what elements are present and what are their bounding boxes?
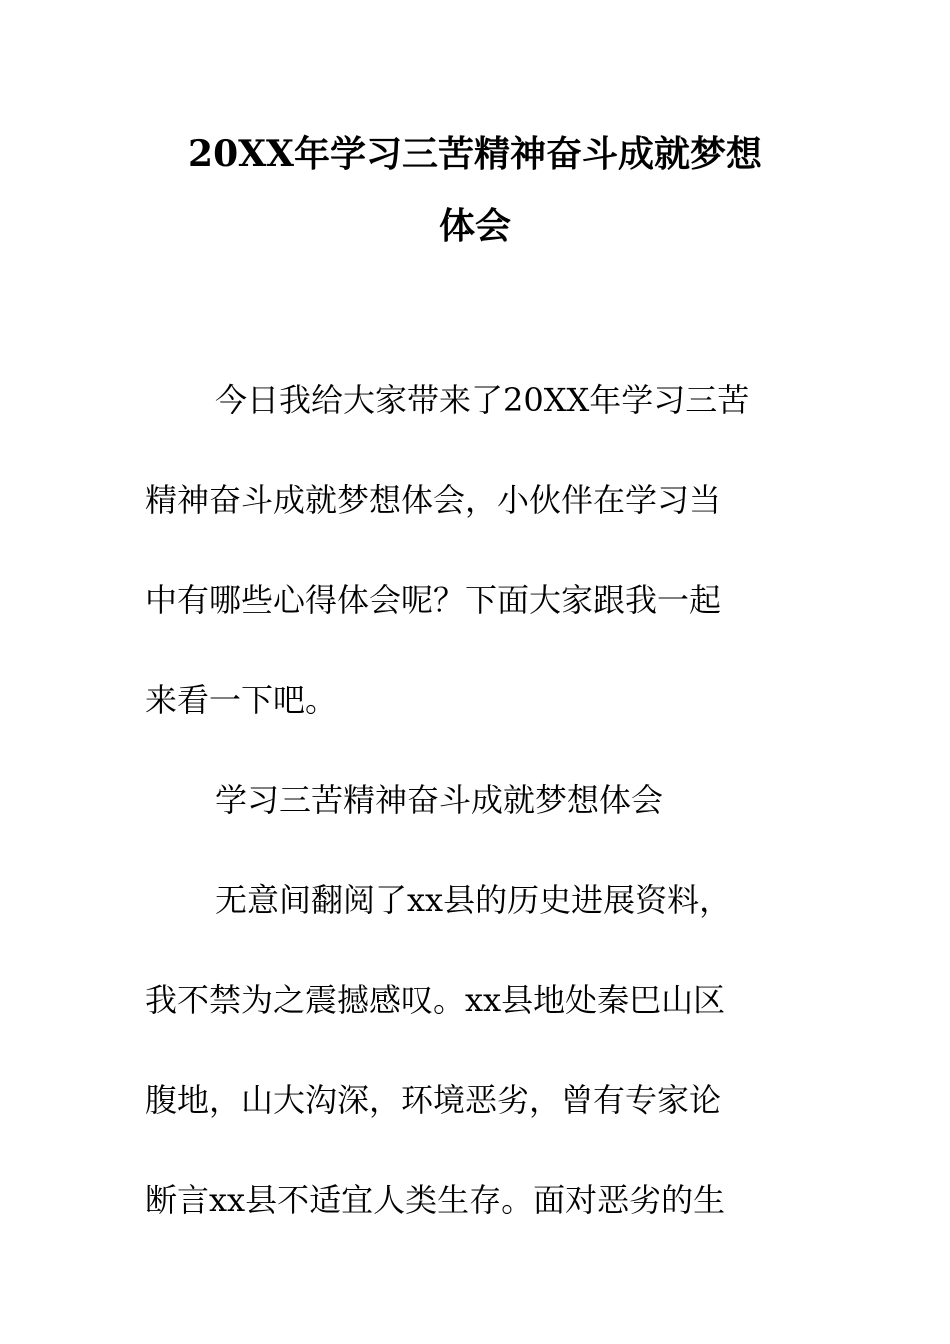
paragraph-2-line-3: 腹地，山大沟深，环境恶劣，曾有专家论 <box>145 1081 722 1119</box>
paragraph-1-line-2: 精神奋斗成就梦想体会，小伙伴在学习当 <box>145 481 722 519</box>
section-heading-line: 学习三苦精神奋斗成就梦想体会 <box>215 781 664 819</box>
paragraph-2-line-2: 我不禁为之震撼感叹。xx县地处秦巴山区 <box>145 981 726 1019</box>
paragraph-1-line-3: 中有哪些心得体会呢？下面大家跟我一起 <box>145 581 722 619</box>
paragraph-2-line-1: 无意间翻阅了xx县的历史进展资料， <box>215 881 732 919</box>
document-title-line-1: 20XX年学习三苦精神奋斗成就梦想 <box>188 133 762 175</box>
paragraph-1-line-4: 来看一下吧。 <box>145 681 338 719</box>
document-title-line-2: 体会 <box>438 205 511 247</box>
paragraph-1-line-1: 今日我给大家带来了20XX年学习三苦 <box>215 381 750 419</box>
paragraph-2-line-4: 断言xx县不适宜人类生存。面对恶劣的生 <box>145 1181 726 1219</box>
